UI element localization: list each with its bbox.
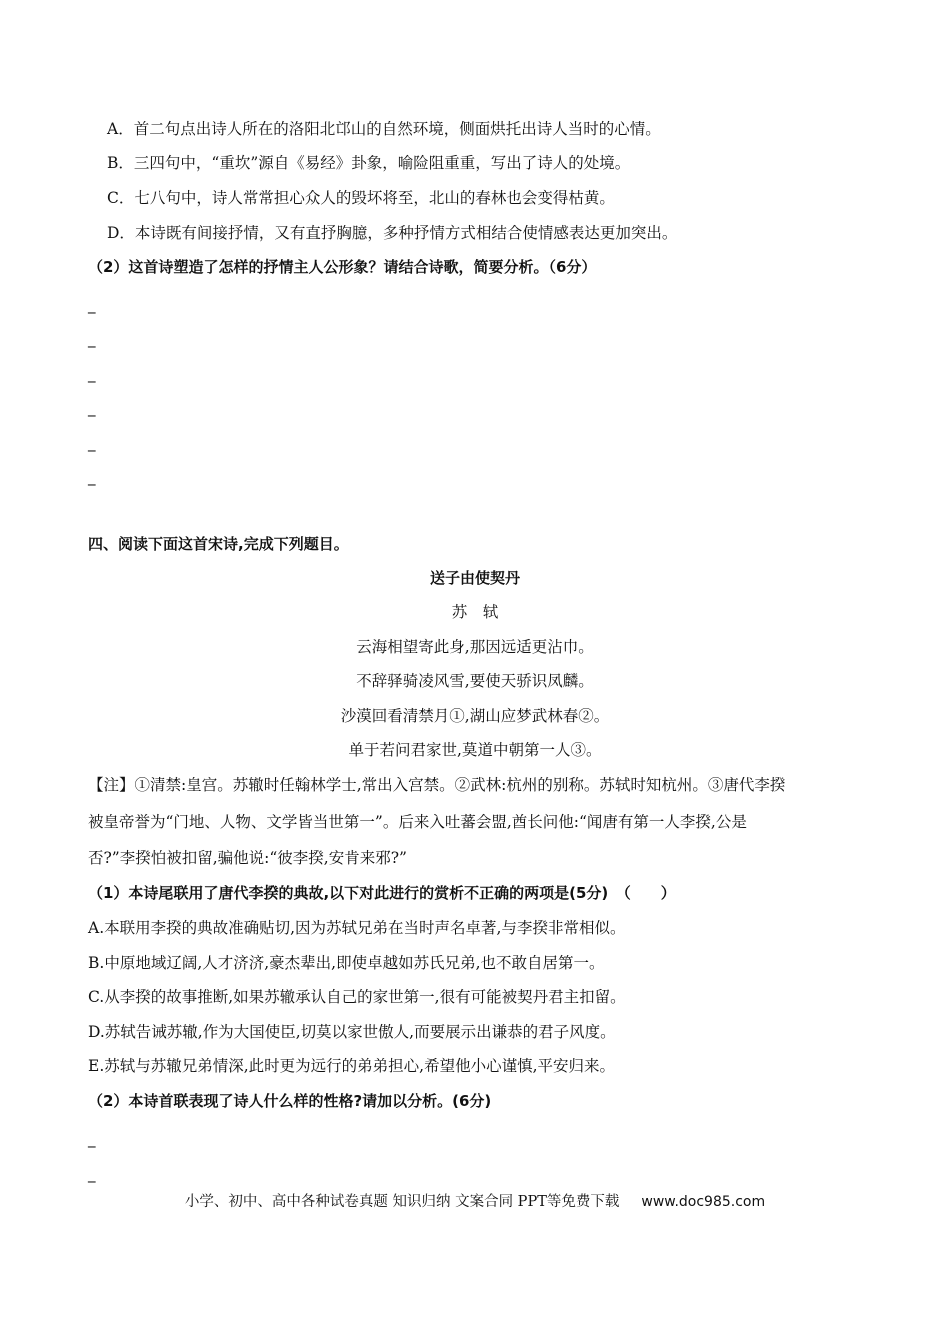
answer-line: _ (88, 296, 96, 314)
answer-line: _ (88, 330, 96, 348)
page-footer (0, 1192, 950, 1212)
choice-a: A.本联用李揆的典故准确贴切,因为苏轼兄弟在当时声名卓著,与李揆非常相似。 (88, 919, 626, 937)
footer-text: 小学、初中、高中各种试卷真题 知识归纳 文案合同 PPT等免费下载 (184, 1194, 620, 1210)
answer-line: _ (88, 1165, 96, 1183)
poem-line: 单于若问君家世,莫道中朝第一人③。 (348, 741, 602, 759)
poem-line: 不辞驿骑凌风雪,要使天骄识凤麟。 (356, 672, 594, 690)
option-b: B．三四句中，“重坎”源自《易经》卦象，喻险阻重重，写出了诗人的处境。 (107, 154, 631, 172)
choice-b: B.中原地域辽阔,人才济济,豪杰辈出,即使卓越如苏氏兄弟,也不敢自居第一。 (88, 954, 605, 972)
poem-note: 【注】①清禁:皇宫。苏辙时任翰林学士,常出入宫禁。②武林:杭州的别称。苏轼时知杭州。③唐代李揆 (88, 776, 786, 794)
answer-line: _ (88, 365, 96, 383)
choice-d: D.苏轼告诫苏辙,作为大国使臣,切莫以家世傲人,而要展示出谦恭的君子风度。 (88, 1023, 616, 1041)
poem-line: 沙漠回看清禁月①,湖山应梦武林春②。 (340, 707, 610, 725)
choice-e: E.苏轼与苏辙兄弟情深,此时更为远行的弟弟担心,希望他小心谨慎,平安归来。 (88, 1057, 616, 1075)
answer-line: _ (88, 468, 96, 486)
choice-c: C.从李揆的故事推断,如果苏辙承认自己的家世第一,很有可能被契丹君主扣留。 (88, 988, 626, 1006)
answer-line: _ (88, 1130, 96, 1148)
question-1-prompt: （1）本诗尾联用了唐代李揆的典故,以下对此进行的赏析不正确的两项是(5分) （ ） (88, 884, 676, 902)
question-2-prompt: （2）这首诗塑造了怎样的抒情主人公形象？请结合诗歌，简要分析。（6分） (88, 258, 597, 276)
question-2-prompt: （2）本诗首联表现了诗人什么样的性格?请加以分析。(6分) (88, 1092, 492, 1110)
poem-note: 否?”李揆怕被扣留,骗他说:“彼李揆,安肯来邪?” (88, 849, 407, 867)
answer-line: _ (88, 434, 96, 452)
poem-author: 苏 轼 (451, 603, 499, 621)
section-heading: 四、阅读下面这首宋诗,完成下列题目。 (88, 535, 349, 553)
footer-link[interactable]: www.doc985.com (641, 1194, 766, 1210)
option-a: A．首二句点出诗人所在的洛阳北邙山的自然环境，侧面烘托出诗人当时的心情。 (107, 120, 661, 138)
option-c: C．七八句中，诗人常常担心众人的毁坏将至，北山的春林也会变得枯黄。 (107, 189, 615, 207)
poem-note: 被皇帝誉为“门地、人物、文学皆当世第一”。后来入吐蕃会盟,酋长问他:“闻唐有第一人李揆,公是 (88, 813, 747, 831)
option-d: D．本诗既有间接抒情，又有直抒胸臆，多种抒情方式相结合使情感表达更加突出。 (107, 224, 678, 242)
poem-line: 云海相望寄此身,那因远适更沾巾。 (356, 638, 594, 656)
answer-line: _ (88, 399, 96, 417)
poem-title: 送子由使契丹 (429, 569, 520, 587)
